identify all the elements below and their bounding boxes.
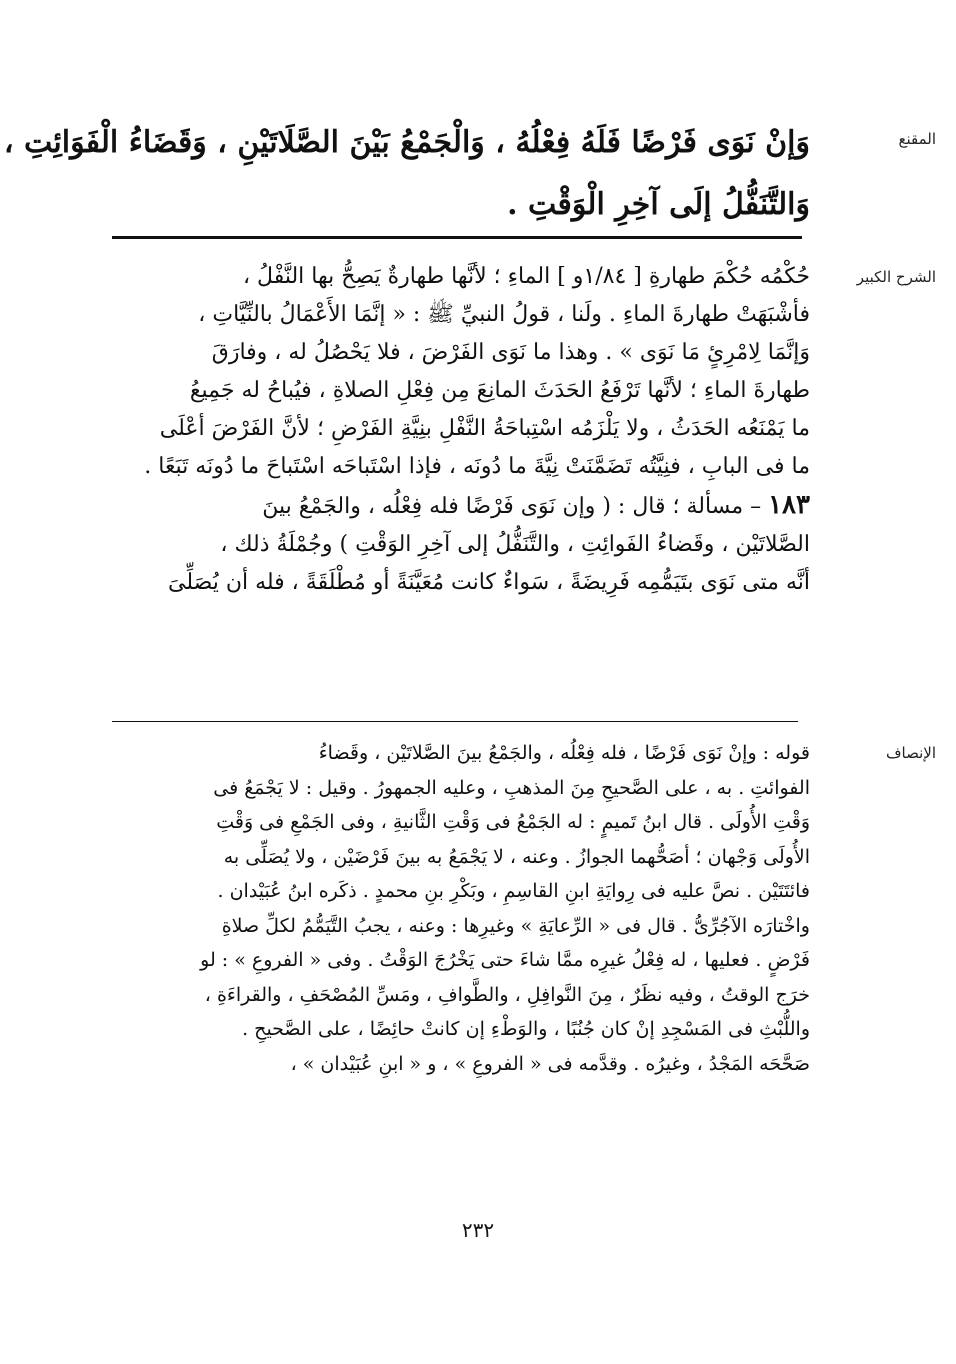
insaf-line: فائتَتَيْن . نصَّ عليه فى رِوايَةِ ابنِ القاسِمِ ، وبَكْرِ بنِ محمدٍ . ذكَره ابنُ عُبَيْدان . [217, 880, 810, 902]
insaf-line: فَرْضٍ . فعليها ، له فِعْلُ غيرِه ممَّا شاءَ حتى يَخْرُجَ الوَقْتُ . وفى « الفروعِ » : لو [200, 949, 810, 971]
insaf-line: صَحَّحَه المَجْدُ ، وغيرُه . وقدَّمه فى « الفروعِ » ، و « ابنِ عُبَيْدان » ، [290, 1052, 810, 1075]
sharh-line: ما فى البابِ ، فنِيَّتُه تَضَمَّنَتْ نِيَّةَ ما دُونَه ، فإذا اسْتَباحَه اسْتَباحَ ما دُونَه تَبَعًا . [144, 454, 810, 479]
sharh-line: الصَّلاتَيْن ، وقَضاءُ الفَوائِتِ ، والتَّنَفُّلُ إلى آخِرِ الوَقْتِ ) وجُمْلَةُ ذلك ، [220, 532, 810, 557]
sharh-text [100, 258, 810, 602]
insaf-line: واللُّبْثِ فى المَسْجِدِ إنْ كان جُنُبًا ، والوَطْءِ إن كانتْ حائِضًا ، على الصَّحيحِ . [242, 1018, 810, 1040]
insaf-line: وَقْتِ الأُولَى . قال ابنُ تَميمٍ : له الجَمْعُ فى وَقْتِ الثَّانيةِ ، وفى الجَمْعِ فى وَقْتِ [216, 811, 810, 833]
sharh-line: وَإنَّمَا لِامْرِئٍ مَا نَوَى » . وهذا ما نَوَى الفَرْضَ ، فلا يَحْصُلُ له ، وفارَقَ [211, 340, 810, 365]
sharh-line: ما يَمْنَعُه الحَدَثُ ، ولا يَلْزَمُه اسْتِباحَةُ النَّفْلِ بنِيَّةِ الفَرْضِ ؛ لأنَّ الفَرْضَ أعْلَى [159, 416, 810, 441]
sharh-line: طهارةَ الماءِ ؛ لأنَّها تَرْفَعُ الحَدَثَ المانِعَ مِن فِعْلِ الصلاةِ ، فيُباحُ له جَمِيعُ [189, 378, 810, 403]
issue-number: ١٨٣ [768, 490, 810, 520]
sharh-line: فأشْبَهَتْ طهارةَ الماءِ . ولَنا ، قولُ النبيِّ ﷺ : « إنَّمَا الأَعْمَالُ بالنِّيَّاتِ ، [198, 302, 810, 327]
divider-thick [112, 236, 802, 239]
label-insaf: الإنصاف [885, 744, 936, 762]
muqni-line: وَالتَّنَفُّلُ إلَى آخِرِ الْوَقْتِ . [507, 187, 810, 222]
label-sharh: الشرح الكبير [856, 268, 936, 286]
page-number: ٢٣٢ [461, 1218, 495, 1242]
sharh-line: حُكْمُه حُكْمَ طهارةِ [ ١/٨٤و ] الماءِ ؛ لأنَّها طهارةٌ يَصِحُّ بها النَّفْلُ ، [242, 264, 810, 289]
muqni-text [3, 112, 810, 236]
issue-first-line: – مسألة ؛ قال : ( وإن نَوَى فَرْضًا فله فِعْلُه ، والجَمْعُ بينَ [262, 494, 769, 519]
sharh-line: أنَّه متى نَوَى بتَيَمُّمِه فَرِيضَةً ، سَواءٌ كانت مُعَيَّنَةً أو مُطْلَقَةً ، فله أن يُصَلِّىَ [168, 570, 810, 595]
muqni-line: وَإنْ نَوَى فَرْضًا فَلَهُ فِعْلُهُ ، وَالْجَمْعُ بَيْنَ الصَّلَاتَيْنِ ، وَقَضَاءُ الْفَوَائِتِ ، [3, 125, 810, 160]
insaf-line: الأُولَى وَجْهان ؛ أصَحُّهما الجوازُ . وعنه ، لا يَجْمَعُ به بينَ فَرْضَيْن ، ولا يُصَلِّى به [223, 845, 810, 868]
insaf-text [100, 736, 810, 1081]
insaf-line: الفوائتِ . به ، على الصَّحيحِ مِنَ المذهبِ ، وعليه الجمهورُ . وقيل : لا يَجْمَعُ فى [213, 776, 810, 799]
issue-heading-line [100, 486, 810, 526]
insaf-line: واخْتارَه الآجُرِّىُّ . قال فى « الرِّعايَةِ » وغيرِها : وعنه ، يجبُ التَّيَمُّمُ لكلِّ صلاةِ [221, 914, 810, 937]
label-muqni: المقنع [898, 130, 936, 148]
insaf-line: خرَج الوقتُ ، وفيه نظَرٌ ، مِنَ النَّوافِلِ ، والطَّوافِ ، ومَسِّ المُصْحَفِ ، والقراءَةِ ، [204, 983, 810, 1006]
divider-thin [112, 721, 798, 722]
insaf-line: قوله : وإنْ نَوَى فَرْضًا ، فله فِعْلُه ، والجَمْعُ بينَ الصَّلاتَيْن ، وقَضاءُ [318, 742, 810, 764]
